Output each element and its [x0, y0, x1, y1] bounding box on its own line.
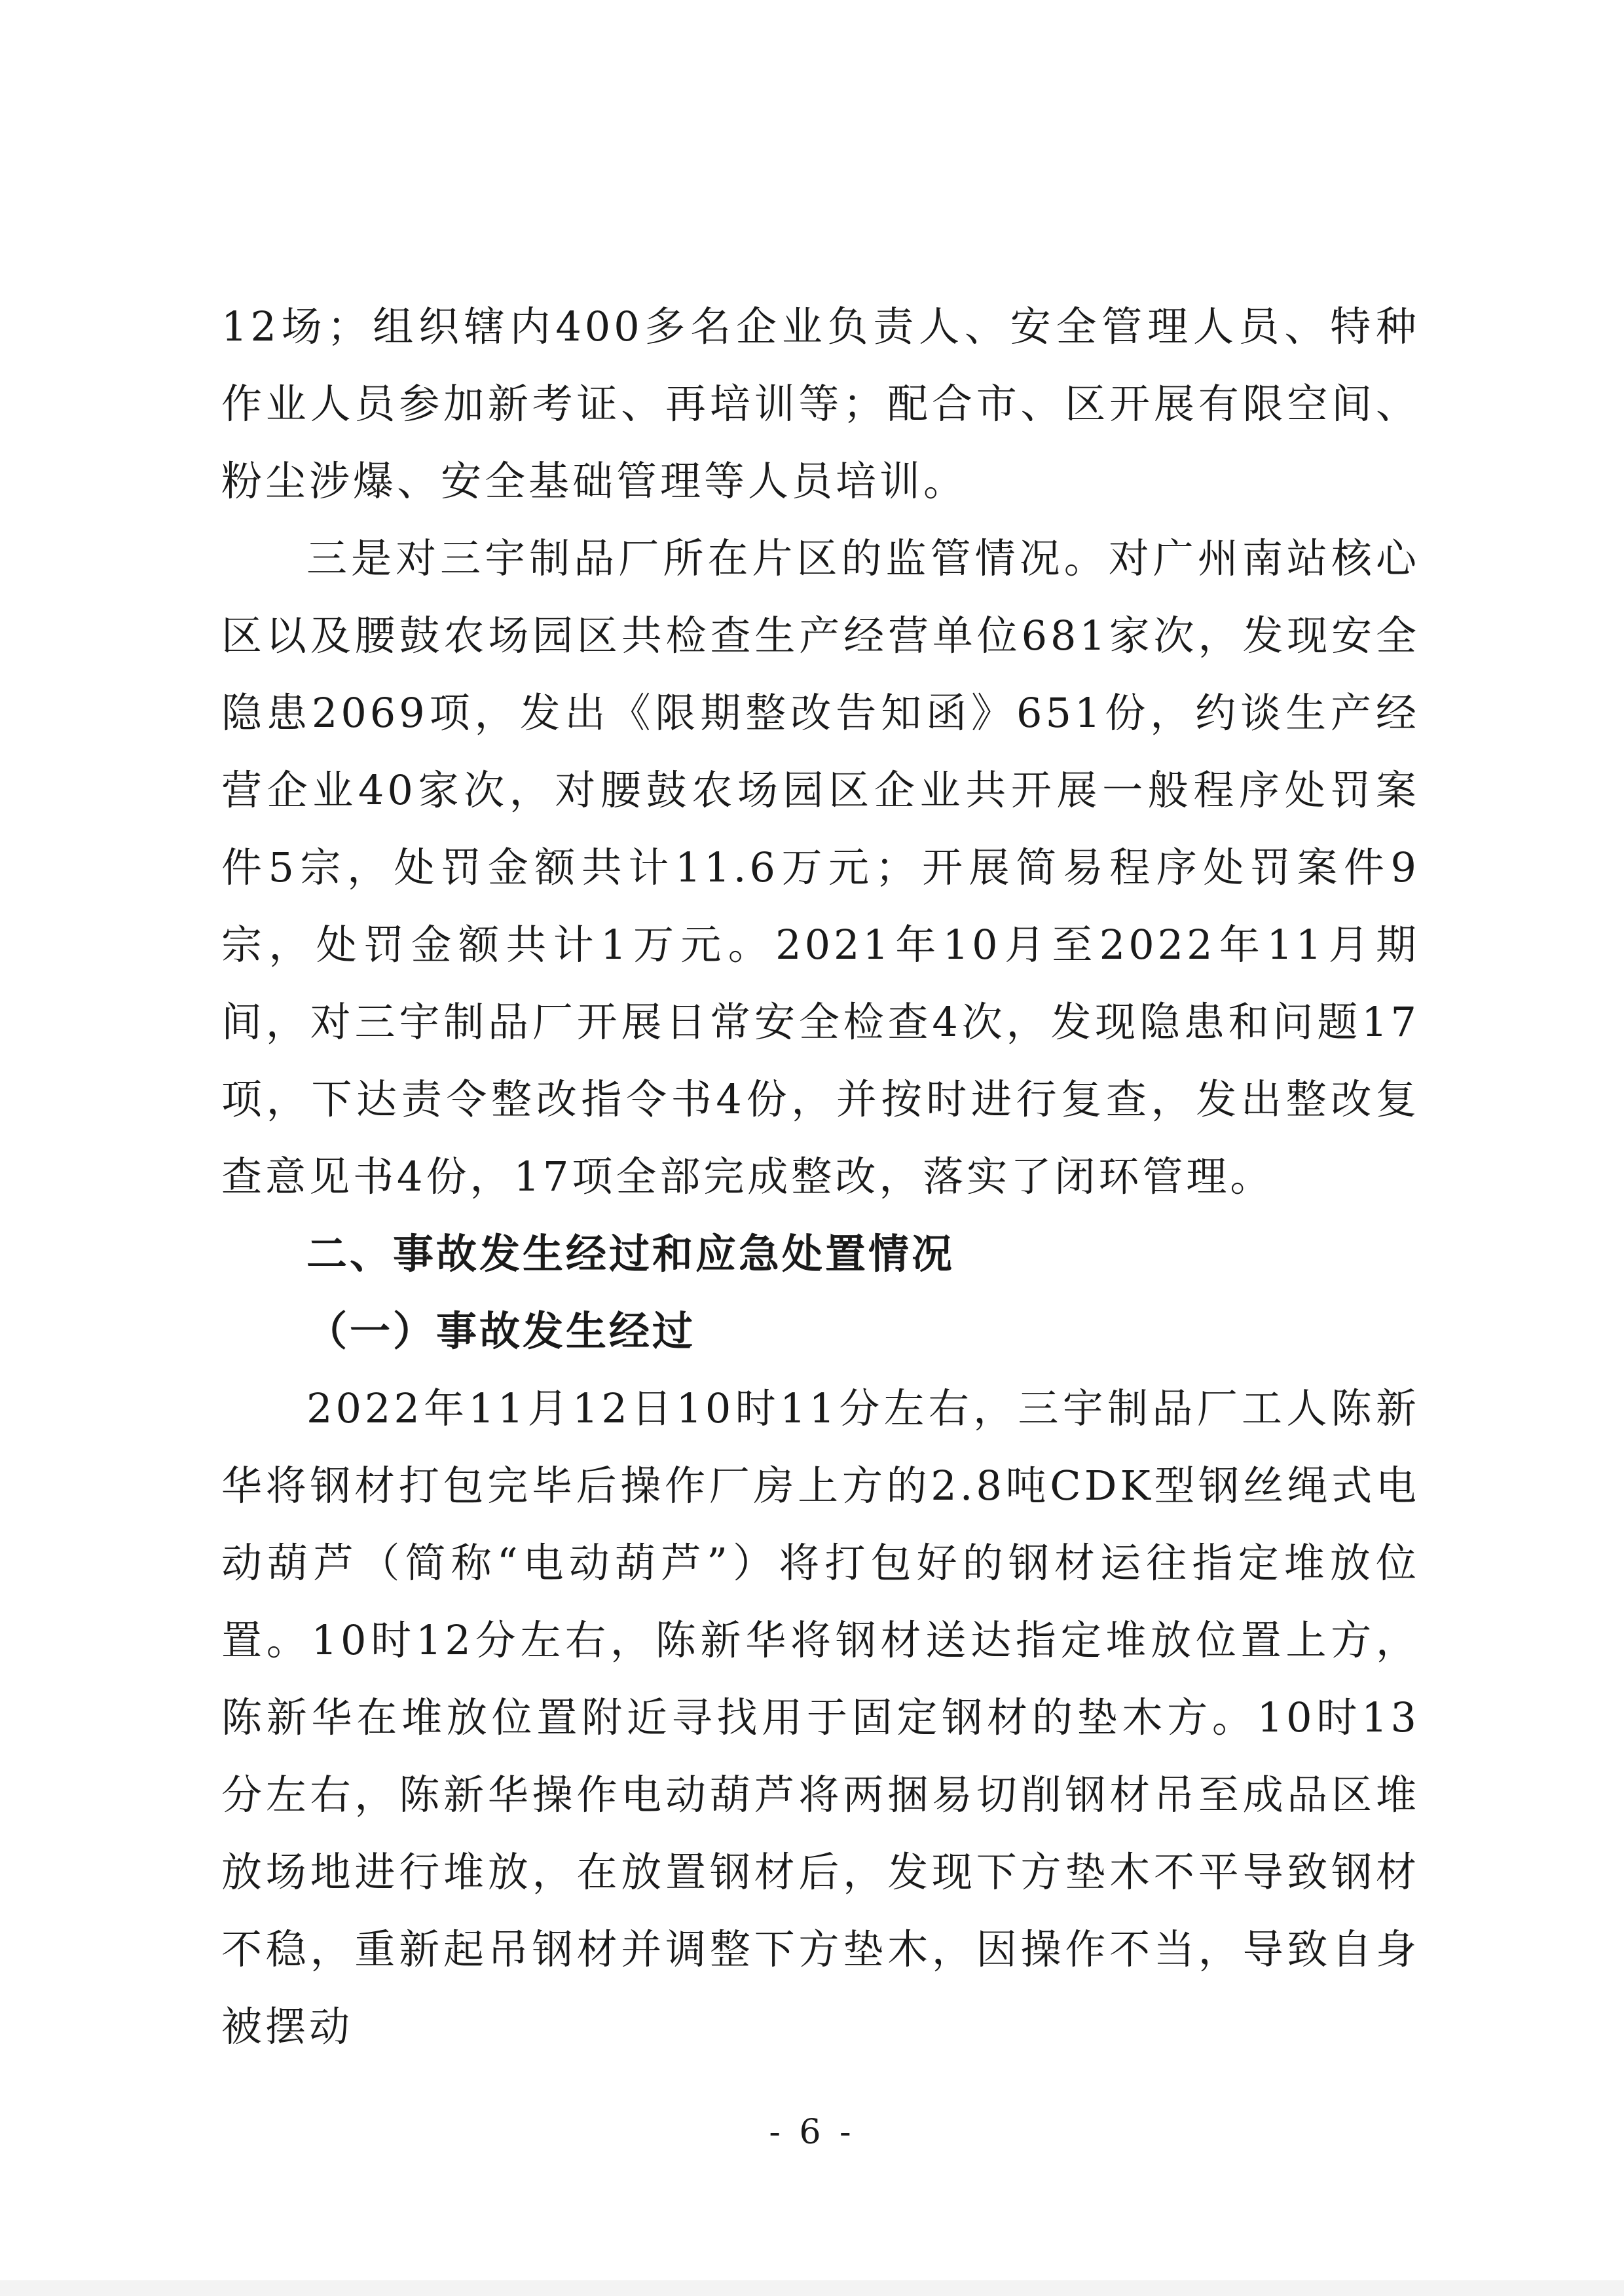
paragraph-supervision: 三是对三宇制品厂所在片区的监管情况。对广州南站核心区以及腰鼓农场园区共检查生产经营单位681家次，发现安全隐患2069项，发出《限期整改告知函》651份，约谈生产经营企业40家次，对腰鼓农场园区企业共开展一般程序处罚案件5宗，处罚金额共计11.6万元；开展简易程序处罚案件9宗，处罚金额共计1万元。2021年10月至2022年11月期间，对三宇制品厂开展日常安全检查4次，发现隐患和问题17项，下达责令整改指令书4份，并按时进行复查，发出整改复查意见书4份，17项全部完成整改，落实了闭环管理。 [221, 534, 1420, 1200]
page-number: - 6 - [769, 2113, 855, 2152]
paragraph-accident-process: 2022年11月12日10时11分左右，三宇制品厂工人陈新华将钢材打包完毕后操作厂房上方的2.8吨CDK型钢丝绳式电动葫芦（简称“电动葫芦”）将打包好的钢材运往指定堆放位置。10时12分左右，陈新华将钢材送达指定堆放位置上方，陈新华在堆放位置附近寻找用于固定钢材的垫木方。10时13分左右，陈新华操作电动葫芦将两捆易切削钢材吊至成品区堆放场地进行堆放，在放置钢材后，发现下方垫木不平导致钢材不稳，重新起吊钢材并调整下方垫木，因操作不当，导致自身被摆动 [221, 1384, 1420, 2050]
scan-edge [0, 2280, 1624, 2296]
section-heading-accident: 二、事故发生经过和应急处置情况 [306, 1230, 955, 1278]
subsection-heading-accident-process: （一）事故发生经过 [306, 1307, 696, 1355]
paragraph-training: 12场；组织辖内400多名企业负责人、安全管理人员、特种作业人员参加新考证、再培训等；配合市、区开展有限空间、粉尘涉爆、安全基础管理等人员培训。 [221, 303, 1420, 505]
document-body [221, 288, 1420, 2065]
